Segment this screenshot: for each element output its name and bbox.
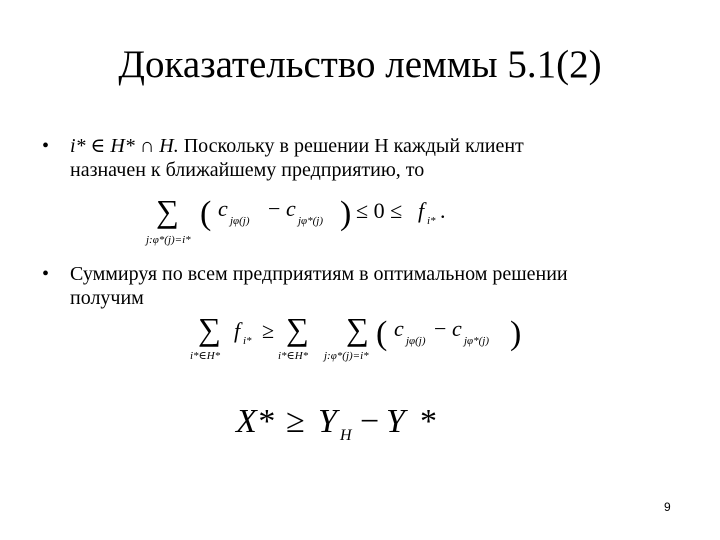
bullet-marker: •	[42, 135, 50, 157]
minus-sign: −	[434, 316, 447, 341]
formula-3-body	[234, 403, 437, 444]
f-term-sub: i*	[243, 335, 252, 347]
c-term-2: c	[286, 196, 296, 221]
geq-sign: ≥	[286, 403, 305, 440]
bullet-marker: •	[42, 263, 50, 285]
y-h-sub: H	[340, 427, 352, 444]
open-paren: (	[376, 315, 388, 352]
f-term-sub: i*	[427, 215, 436, 227]
c-term-1: c	[394, 316, 404, 341]
bullet-2-line2: получим	[70, 287, 144, 309]
minus-sign: −	[360, 403, 380, 440]
geq-sign: ≥	[262, 318, 275, 343]
y-h: Y	[318, 403, 337, 440]
minus-sign: −	[268, 196, 281, 221]
slide-title: Доказательство леммы 5.1(2)	[118, 43, 602, 86]
c-term-1-sub: jφ(j)	[230, 215, 250, 227]
rhs-subscript-2: j:φ*(j)=i*	[324, 350, 369, 362]
bullet-2-line1: Суммируя по всем предприятиям в оптимальном решении	[70, 263, 568, 285]
open-paren: (	[200, 195, 212, 232]
y-star: Y	[386, 403, 405, 440]
sum-symbol-lhs: ∑	[198, 311, 221, 347]
period: .	[440, 198, 446, 223]
close-paren: )	[510, 315, 522, 352]
sum-symbol-rhs-1: ∑	[286, 311, 309, 347]
page-number: 9	[664, 500, 671, 514]
formula-1-subscript: j:φ*(j)=i*	[146, 234, 191, 246]
lhs-subscript: i*∈H*	[190, 350, 221, 362]
bullet-1-line2: назначен к ближайшему предприятию, то	[70, 159, 425, 181]
sum-symbol: ∑	[156, 193, 179, 229]
star: *	[420, 403, 437, 440]
sum-symbol-rhs-2: ∑	[346, 311, 369, 347]
c-term-1-sub: jφ(j)	[406, 335, 426, 347]
bullet-1-math: i* ∈ H* ∩ H.	[70, 135, 179, 157]
bullet-1-line1: Поскольку в решении H каждый клиент	[183, 135, 524, 157]
rhs-subscript-1: i*∈H*	[278, 350, 309, 362]
f-term: f	[234, 318, 241, 343]
c-term-1: c	[218, 196, 228, 221]
close-paren: )	[340, 195, 352, 232]
c-term-2: c	[452, 316, 462, 341]
leq-zero: ≤ 0 ≤	[356, 198, 403, 223]
f-term: f	[418, 198, 425, 223]
x-star: X*	[236, 403, 274, 440]
c-term-2-sub: jφ*(j)	[464, 335, 490, 347]
c-term-2-sub: jφ*(j)	[298, 215, 324, 227]
